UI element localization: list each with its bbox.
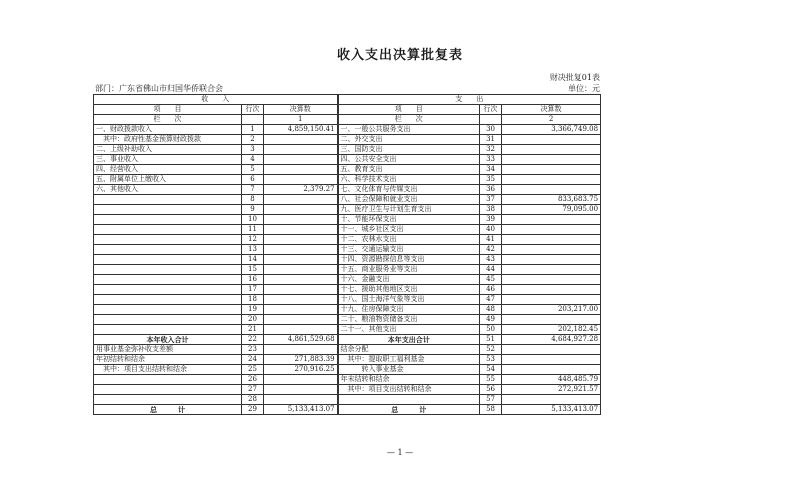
income-line-cell: 11 xyxy=(242,225,264,235)
income-line-cell: 6 xyxy=(242,175,264,185)
table-row xyxy=(94,285,601,295)
expense-item-cell: 本年支出合计 xyxy=(338,335,480,345)
income-item-cell xyxy=(94,325,242,335)
income-item-cell xyxy=(94,395,242,405)
expense-amount-cell xyxy=(502,395,601,405)
income-line-cell: 18 xyxy=(242,295,264,305)
unit-label: 单位：元 xyxy=(568,84,600,93)
expense-item-cell: 其中：提取职工福利基金 xyxy=(338,355,480,365)
table-row xyxy=(94,395,601,405)
expense-line-cell: 51 xyxy=(480,335,502,345)
income-amount-cell xyxy=(264,285,338,295)
expense-item-cell: 三、国防支出 xyxy=(338,145,480,155)
expense-line-cell: 47 xyxy=(480,295,502,305)
income-amount-cell xyxy=(264,155,338,165)
income-line-cell: 10 xyxy=(242,215,264,225)
expense-item-cell: 十六、金融支出 xyxy=(338,275,480,285)
expense-line-cell: 50 xyxy=(480,325,502,335)
expense-amount-cell xyxy=(502,145,601,155)
expense-amount-cell xyxy=(502,295,601,305)
table-row xyxy=(94,235,601,245)
income-line-cell: 8 xyxy=(242,195,264,205)
expense-section-header: 支 出 xyxy=(338,95,601,105)
expense-item-cell: 十八、国土海洋气象等支出 xyxy=(338,295,480,305)
income-item-cell xyxy=(94,385,242,395)
table-row xyxy=(94,355,601,365)
expense-line-cell: 34 xyxy=(480,165,502,175)
income-item-cell: 六、其他收入 xyxy=(94,185,242,195)
table-row xyxy=(94,155,601,165)
table-row xyxy=(94,185,601,195)
expense-amount-cell xyxy=(502,285,601,295)
income-amount-cell: 270,916.25 xyxy=(264,365,338,375)
income-item-cell xyxy=(94,225,242,235)
income-amount-cell: 5,133,413.07 xyxy=(264,405,338,415)
income-line-cell: 14 xyxy=(242,255,264,265)
expense-item-cell: 年末结转和结余 xyxy=(338,375,480,385)
income-item-cell xyxy=(94,195,242,205)
expense-line-cell: 56 xyxy=(480,385,502,395)
income-line-cell: 4 xyxy=(242,155,264,165)
income-column-number: 1 xyxy=(264,115,338,125)
expense-item-cell: 十五、商业服务业等支出 xyxy=(338,265,480,275)
income-amount-cell xyxy=(264,305,338,315)
expense-amount-cell xyxy=(502,345,601,355)
income-line-cell: 27 xyxy=(242,385,264,395)
expense-amount-cell: 448,485.79 xyxy=(502,375,601,385)
table-row xyxy=(94,295,601,305)
income-amount-cell xyxy=(264,135,338,145)
income-amount-cell xyxy=(264,145,338,155)
income-item-cell xyxy=(94,295,242,305)
income-amount-cell xyxy=(264,395,338,405)
income-amount-header: 决算数 xyxy=(264,105,338,115)
form-number: 财决批复01表 xyxy=(549,73,600,82)
table-row xyxy=(94,135,601,145)
table-row xyxy=(94,195,601,205)
table-row xyxy=(94,315,601,325)
expense-line-cell: 58 xyxy=(480,405,502,415)
expense-item-cell: 结余分配 xyxy=(338,345,480,355)
table-row xyxy=(94,305,601,315)
header-row-columns xyxy=(94,105,601,115)
expense-line-cell: 30 xyxy=(480,125,502,135)
income-amount-cell xyxy=(264,255,338,265)
expense-amount-cell xyxy=(502,135,601,145)
table-row xyxy=(94,325,601,335)
expense-line-cell: 40 xyxy=(480,225,502,235)
table-row xyxy=(94,125,601,135)
income-line-cell: 9 xyxy=(242,205,264,215)
income-line-cell: 22 xyxy=(242,335,264,345)
income-line-cell: 17 xyxy=(242,285,264,295)
expense-amount-cell xyxy=(502,155,601,165)
table-row xyxy=(94,335,601,345)
income-amount-cell xyxy=(264,205,338,215)
expense-amount-cell xyxy=(502,175,601,185)
income-amount-cell: 4,859,150.41 xyxy=(264,125,338,135)
expense-column-number: 2 xyxy=(502,115,601,125)
expense-item-cell: 七、文化体育与传媒支出 xyxy=(338,185,480,195)
expense-item-cell xyxy=(338,395,480,405)
page-number: — 1 — xyxy=(386,448,414,457)
income-line-cell: 21 xyxy=(242,325,264,335)
expense-item-cell: 五、教育支出 xyxy=(338,165,480,175)
expense-amount-cell xyxy=(502,275,601,285)
income-line-cell: 15 xyxy=(242,265,264,275)
expense-line-cell: 53 xyxy=(480,355,502,365)
expense-line-cell: 57 xyxy=(480,395,502,405)
income-item-cell xyxy=(94,275,242,285)
income-item-cell: 四、经营收入 xyxy=(94,165,242,175)
income-line-cell: 2 xyxy=(242,135,264,145)
expense-amount-cell xyxy=(502,235,601,245)
income-item-cell xyxy=(94,285,242,295)
income-amount-cell xyxy=(264,225,338,235)
income-line-cell: 3 xyxy=(242,145,264,155)
income-line-cell: 26 xyxy=(242,375,264,385)
expense-item-cell: 十二、农林水支出 xyxy=(338,235,480,245)
expense-amount-cell xyxy=(502,215,601,225)
income-line-cell: 24 xyxy=(242,355,264,365)
expense-amount-cell xyxy=(502,315,601,325)
income-line-cell: 1 xyxy=(242,125,264,135)
income-amount-cell: 4,861,529.68 xyxy=(264,335,338,345)
table-row xyxy=(94,345,601,355)
income-line-cell: 19 xyxy=(242,305,264,315)
income-item-cell xyxy=(94,375,242,385)
income-item-cell: 五、附属单位上缴收入 xyxy=(94,175,242,185)
expense-amount-cell xyxy=(502,255,601,265)
expense-amount-cell: 4,684,927.28 xyxy=(502,335,601,345)
expense-item-cell: 一、一般公共服务支出 xyxy=(338,125,480,135)
income-amount-cell xyxy=(264,235,338,245)
table-row xyxy=(94,405,601,415)
income-line-cell: 12 xyxy=(242,235,264,245)
income-column-label: 栏 次 xyxy=(94,115,242,125)
expense-line-index xyxy=(480,115,502,125)
income-amount-cell xyxy=(264,245,338,255)
expense-item-cell: 九、医疗卫生与计划生育支出 xyxy=(338,205,480,215)
expense-line-cell: 32 xyxy=(480,145,502,155)
income-amount-cell: 271,883.39 xyxy=(264,355,338,365)
expense-line-cell: 33 xyxy=(480,155,502,165)
expense-line-cell: 36 xyxy=(480,185,502,195)
income-item-cell xyxy=(94,305,242,315)
expense-line-cell: 42 xyxy=(480,245,502,255)
expense-item-cell: 总 计 xyxy=(338,405,480,415)
department-label: 部门：广东省佛山市归国华侨联合会 xyxy=(95,84,223,93)
expense-line-cell: 41 xyxy=(480,235,502,245)
table-row xyxy=(94,255,601,265)
expense-item-cell: 十一、城乡社区支出 xyxy=(338,225,480,235)
expense-item-cell: 十、节能环保支出 xyxy=(338,215,480,225)
table-row xyxy=(94,165,601,175)
income-item-cell: 二、上级补助收入 xyxy=(94,145,242,155)
expense-line-cell: 48 xyxy=(480,305,502,315)
income-item-header: 项 目 xyxy=(94,105,242,115)
table-row xyxy=(94,385,601,395)
table-row xyxy=(94,275,601,285)
income-item-cell: 总 计 xyxy=(94,405,242,415)
income-amount-cell xyxy=(264,345,338,355)
income-amount-cell xyxy=(264,195,338,205)
expense-amount-cell xyxy=(502,365,601,375)
table-row xyxy=(94,205,601,215)
expense-item-cell: 六、科学技术支出 xyxy=(338,175,480,185)
income-amount-cell xyxy=(264,325,338,335)
expense-line-cell: 52 xyxy=(480,345,502,355)
income-section-header: 收 入 xyxy=(94,95,338,105)
income-item-cell: 本年收入合计 xyxy=(94,335,242,345)
expense-item-cell: 二十一、其他支出 xyxy=(338,325,480,335)
expense-item-header: 项 目 xyxy=(338,105,480,115)
expense-item-cell: 八、社会保障和就业支出 xyxy=(338,195,480,205)
income-line-cell: 20 xyxy=(242,315,264,325)
table-row xyxy=(94,215,601,225)
income-line-cell: 23 xyxy=(242,345,264,355)
expense-amount-cell xyxy=(502,185,601,195)
expense-item-cell: 十七、援助其他地区支出 xyxy=(338,285,480,295)
income-amount-cell xyxy=(264,165,338,175)
header-row-sections xyxy=(94,95,601,105)
expense-line-cell: 39 xyxy=(480,215,502,225)
expense-amount-cell: 5,133,413.07 xyxy=(502,405,601,415)
income-item-cell: 其中：政府性基金预算财政拨款 xyxy=(94,135,242,145)
table-row xyxy=(94,265,601,275)
expense-item-cell: 十三、交通运输支出 xyxy=(338,245,480,255)
expense-amount-cell: 833,683.75 xyxy=(502,195,601,205)
expense-amount-cell: 79,095.00 xyxy=(502,205,601,215)
income-item-cell xyxy=(94,205,242,215)
income-item-cell xyxy=(94,245,242,255)
income-item-cell xyxy=(94,265,242,275)
table-row xyxy=(94,225,601,235)
income-item-cell: 年初结转和结余 xyxy=(94,355,242,365)
expense-line-cell: 31 xyxy=(480,135,502,145)
header-row-column-index xyxy=(94,115,601,125)
expense-amount-cell xyxy=(502,265,601,275)
income-line-cell: 5 xyxy=(242,165,264,175)
expense-item-cell: 转入事业基金 xyxy=(338,365,480,375)
expense-line-cell: 35 xyxy=(480,175,502,185)
expense-amount-cell xyxy=(502,245,601,255)
income-item-cell: 其中：项目支出结转和结余 xyxy=(94,365,242,375)
expense-line-cell: 38 xyxy=(480,205,502,215)
income-item-cell xyxy=(94,215,242,225)
expense-item-cell: 十九、住房保障支出 xyxy=(338,305,480,315)
expense-amount-cell xyxy=(502,165,601,175)
income-item-cell: 用事业基金弥补收支差额 xyxy=(94,345,242,355)
table-row xyxy=(94,175,601,185)
income-line-cell: 16 xyxy=(242,275,264,285)
income-line-cell: 28 xyxy=(242,395,264,405)
income-amount-cell xyxy=(264,215,338,225)
income-item-cell xyxy=(94,315,242,325)
expense-line-cell: 45 xyxy=(480,275,502,285)
expense-amount-cell xyxy=(502,225,601,235)
expense-line-cell: 55 xyxy=(480,375,502,385)
income-line-cell: 29 xyxy=(242,405,264,415)
expense-item-cell: 二、外交支出 xyxy=(338,135,480,145)
expense-line-cell: 44 xyxy=(480,265,502,275)
income-amount-cell xyxy=(264,265,338,275)
table-title: 收入支出决算批复表 xyxy=(336,48,463,63)
income-item-cell: 一、财政拨款收入 xyxy=(94,125,242,135)
expense-amount-cell: 272,921.57 xyxy=(502,385,601,395)
income-line-cell: 13 xyxy=(242,245,264,255)
expense-line-cell: 46 xyxy=(480,285,502,295)
income-amount-cell xyxy=(264,385,338,395)
income-item-cell: 三、事业收入 xyxy=(94,155,242,165)
expense-item-cell: 二十、粮油物资储备支出 xyxy=(338,315,480,325)
table-row xyxy=(94,145,601,155)
income-line-index xyxy=(242,115,264,125)
table-row xyxy=(94,375,601,385)
income-amount-cell xyxy=(264,375,338,385)
income-line-cell: 25 xyxy=(242,365,264,375)
expense-line-cell: 37 xyxy=(480,195,502,205)
expense-amount-cell: 203,217.00 xyxy=(502,305,601,315)
expense-item-cell: 其中：项目支出结转和结余 xyxy=(338,385,480,395)
expense-column-label: 栏 次 xyxy=(338,115,480,125)
income-amount-cell xyxy=(264,315,338,325)
income-amount-cell xyxy=(264,275,338,285)
expense-line-cell: 54 xyxy=(480,365,502,375)
expense-amount-cell: 202,182.45 xyxy=(502,325,601,335)
table-row xyxy=(94,245,601,255)
income-amount-cell xyxy=(264,295,338,305)
income-item-cell xyxy=(94,235,242,245)
income-amount-cell: 2,379.27 xyxy=(264,185,338,195)
expense-line-header: 行次 xyxy=(480,105,502,115)
expense-amount-header: 决算数 xyxy=(502,105,601,115)
table-row xyxy=(94,365,601,375)
income-expense-table xyxy=(93,94,601,415)
expense-item-cell: 十四、资源勘探信息等支出 xyxy=(338,255,480,265)
income-line-cell: 7 xyxy=(242,185,264,195)
expense-item-cell: 四、公共安全支出 xyxy=(338,155,480,165)
expense-amount-cell: 3,366,749.08 xyxy=(502,125,601,135)
expense-line-cell: 49 xyxy=(480,315,502,325)
income-amount-cell xyxy=(264,175,338,185)
expense-line-cell: 43 xyxy=(480,255,502,265)
income-item-cell xyxy=(94,255,242,265)
income-line-header: 行次 xyxy=(242,105,264,115)
expense-amount-cell xyxy=(502,355,601,365)
